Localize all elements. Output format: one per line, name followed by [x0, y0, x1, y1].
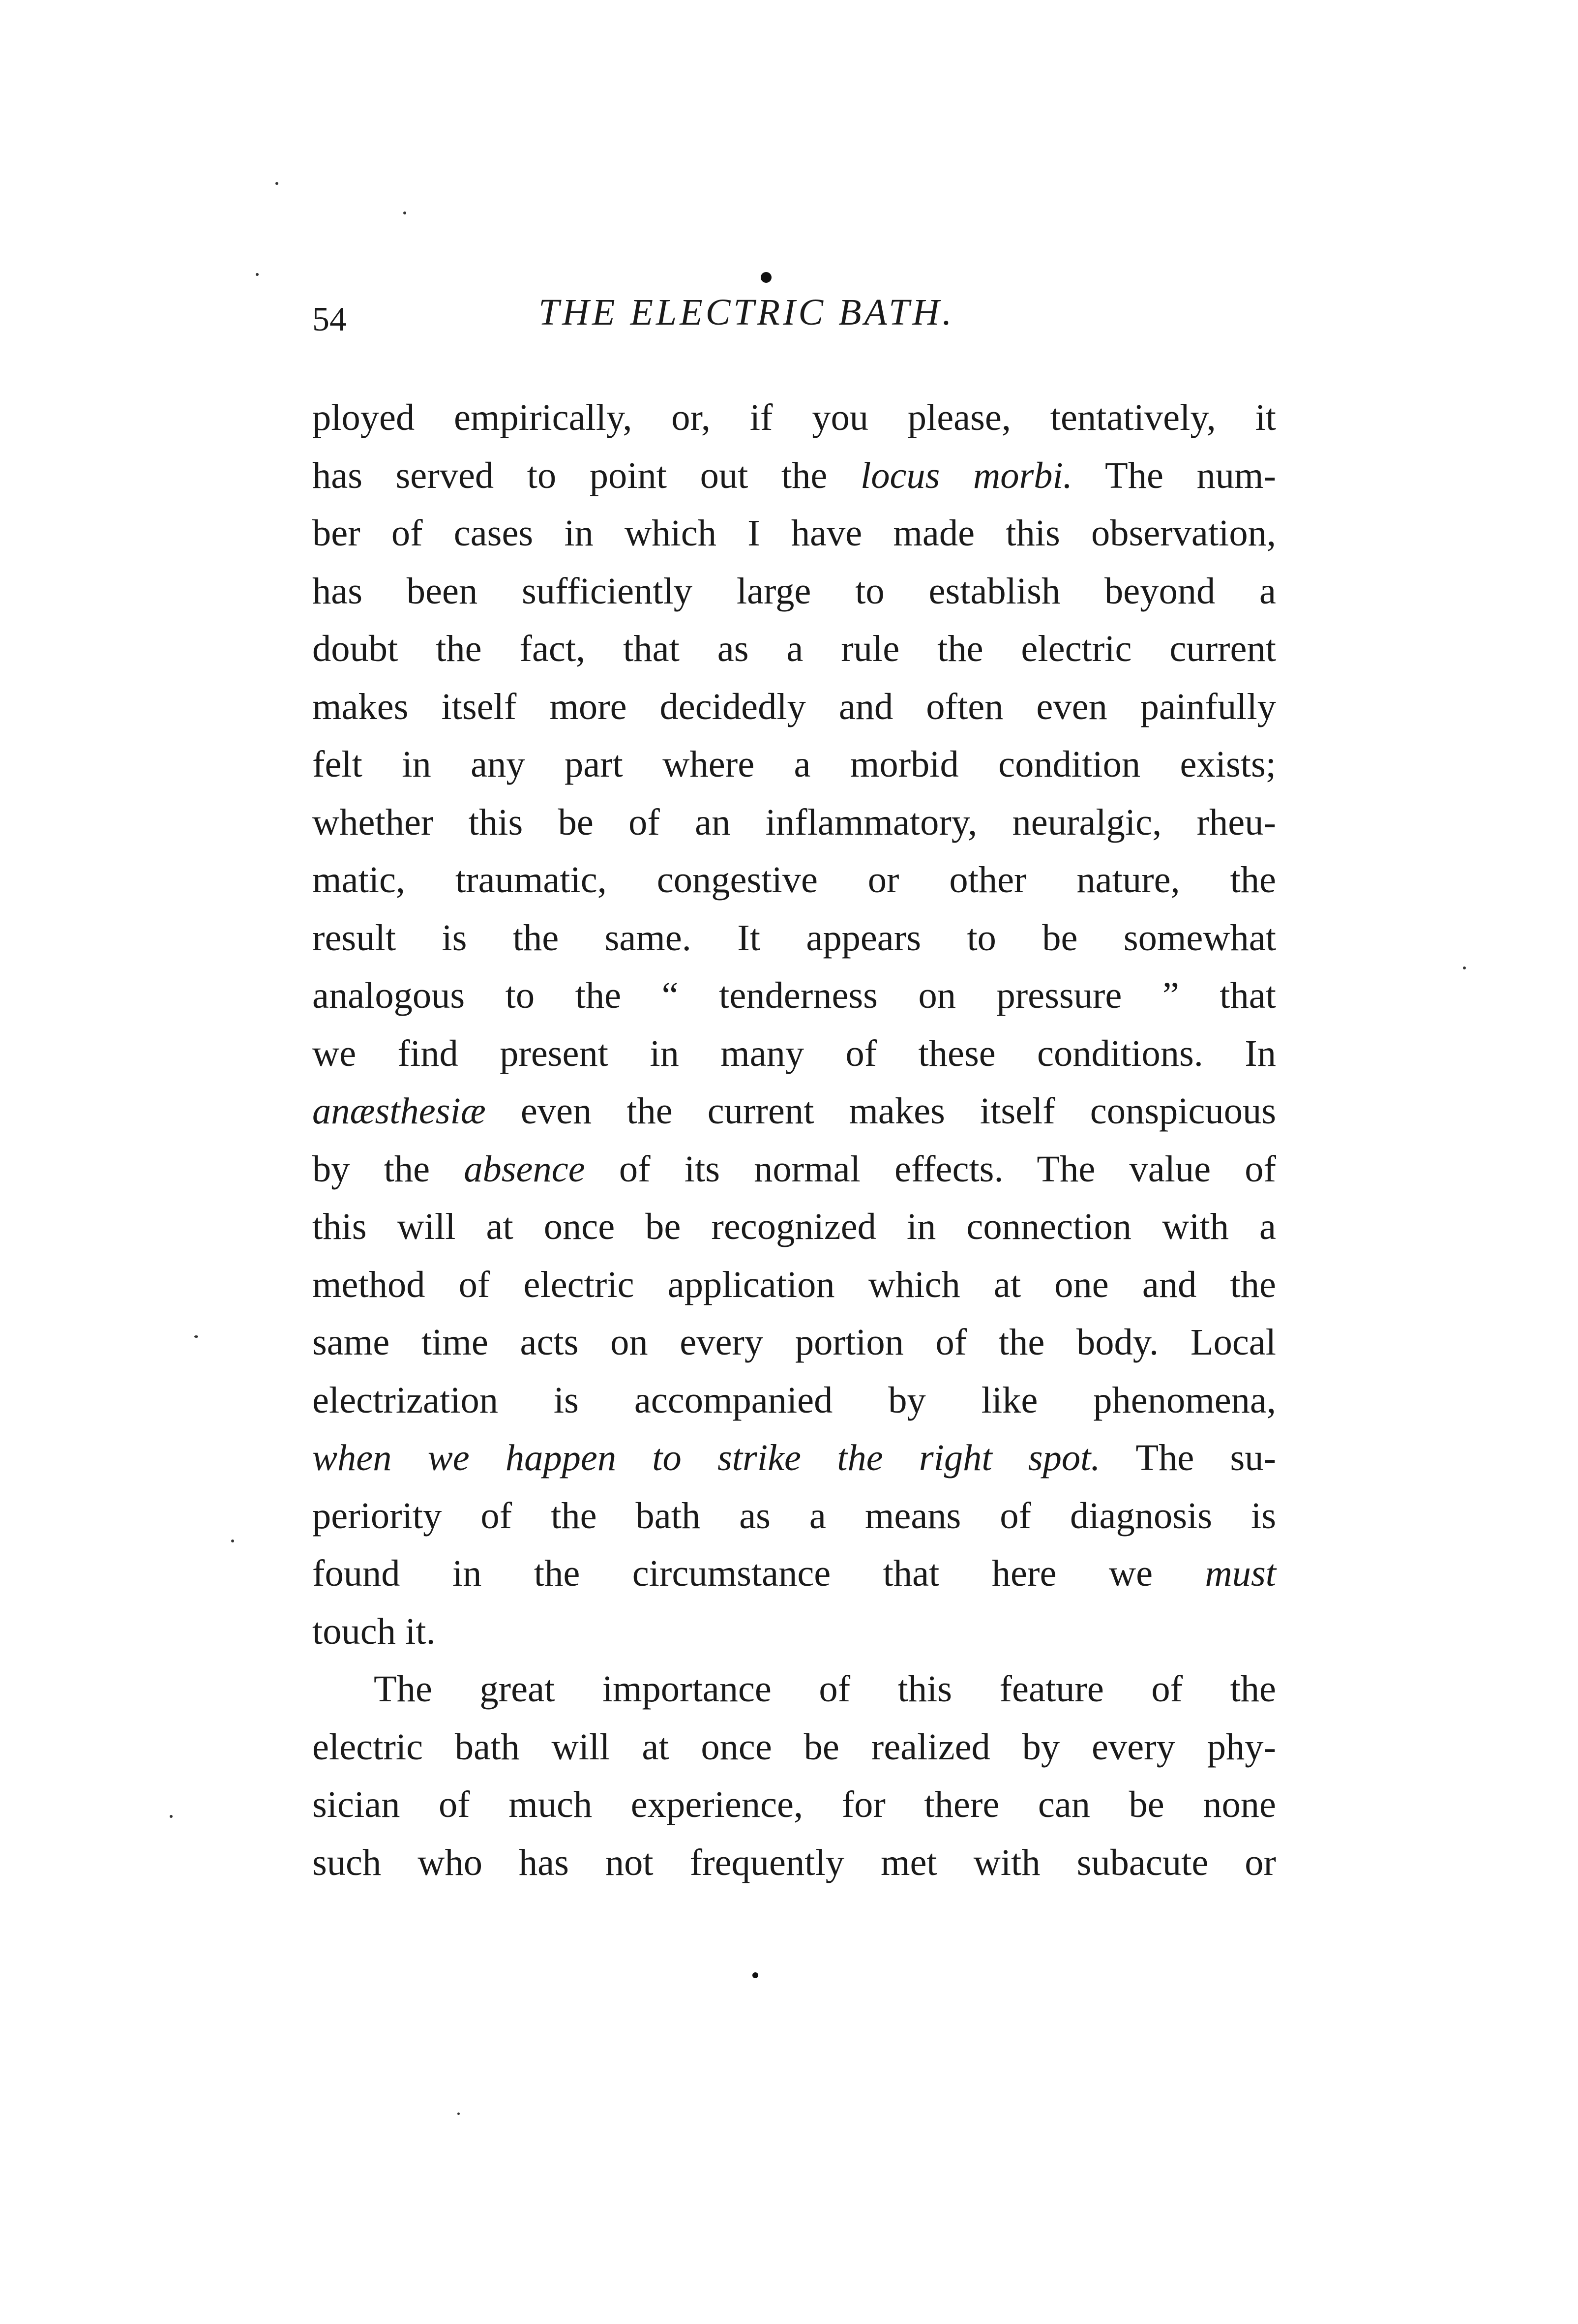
- italic-text: locus morbi.: [860, 454, 1072, 496]
- text-line: [312, 1025, 1276, 1083]
- text-run: this will at once be recognized in connection with a: [312, 1206, 1276, 1247]
- text-run: The su-: [1100, 1437, 1276, 1479]
- text-run: by the: [312, 1147, 464, 1190]
- text-line: [312, 793, 1276, 851]
- text-line: [312, 678, 1276, 736]
- text-run: has been sufficiently large to establish beyond a: [312, 570, 1276, 612]
- italic-text: must: [1205, 1552, 1276, 1594]
- text-line: [312, 851, 1276, 909]
- text-line: [312, 620, 1276, 678]
- scan-speck: [256, 273, 259, 276]
- text-line: [312, 1082, 1276, 1140]
- text-line: [312, 389, 1276, 447]
- text-line: [312, 1140, 1276, 1198]
- text-run: such who has not frequently met with subacute or: [312, 1841, 1276, 1883]
- scan-speck: [403, 211, 406, 214]
- text-run: sician of much experience, for there can be none: [312, 1783, 1276, 1825]
- scan-speck: [275, 182, 278, 185]
- text-line: [312, 1198, 1276, 1256]
- scan-speck: [457, 2113, 460, 2115]
- scan-speck: [752, 1972, 758, 1978]
- text-run: felt in any part where a morbid condition exists;: [312, 743, 1276, 785]
- text-line: [312, 1660, 1276, 1718]
- text-run: we find present in many of these conditions. In: [312, 1032, 1276, 1074]
- text-line: [312, 1834, 1276, 1892]
- text-line: [312, 735, 1276, 793]
- text-run: electric bath will at once be realized by every phy-: [312, 1725, 1276, 1768]
- text-run: The great importance of this feature of the: [374, 1668, 1276, 1710]
- text-run: The num-: [1072, 454, 1277, 496]
- text-run: electrization is accompanied by like phenomena,: [312, 1379, 1276, 1421]
- text-line: [312, 1429, 1276, 1487]
- scan-speck: [170, 1815, 173, 1818]
- text-line: [312, 1602, 1276, 1660]
- scan-speck: [231, 1539, 234, 1542]
- scan-speck: [194, 1335, 198, 1338]
- text-line: [312, 1718, 1276, 1776]
- scan-speck: [761, 272, 772, 283]
- text-line: [312, 909, 1276, 967]
- text-line: [312, 1544, 1276, 1602]
- text-run: doubt the fact, that as a rule the electric current: [312, 628, 1276, 669]
- text-run: result is the same. It appears to be somewhat: [312, 916, 1276, 959]
- text-run: touch it.: [312, 1610, 436, 1652]
- text-run: method of electric application which at one and the: [312, 1263, 1276, 1305]
- italic-text: when we happen to strike the right spot.: [312, 1437, 1101, 1479]
- text-run: ployed empirically, or, if you please, tentatively, it: [312, 396, 1276, 438]
- text-run: whether this be of an inflammatory, neuralgic, rheu-: [312, 801, 1276, 843]
- text-run: analogous to the “ tenderness on pressure ” that: [312, 974, 1276, 1016]
- page-number: 54: [312, 301, 347, 338]
- text-line: [312, 1487, 1276, 1545]
- text-run: has served to point out the: [312, 454, 861, 496]
- text-line: [312, 1313, 1276, 1371]
- text-line: [312, 1256, 1276, 1314]
- text-run: of its normal effects. The value of: [585, 1147, 1276, 1190]
- text-run: makes itself more decidedly and often even painfully: [312, 685, 1276, 727]
- running-head: THE ELECTRIC BATH.: [538, 292, 955, 333]
- text-line: [312, 504, 1276, 562]
- text-line: [312, 1371, 1276, 1429]
- text-line: [312, 447, 1276, 505]
- italic-text: absence: [464, 1147, 585, 1190]
- text-run: same time acts on every portion of the body. Local: [312, 1321, 1276, 1363]
- page-header: [312, 290, 1276, 344]
- text-run: ber of cases in which I have made this observation,: [312, 512, 1276, 554]
- text-line: [312, 1776, 1276, 1834]
- text-line: [312, 562, 1276, 620]
- text-run: found in the circumstance that here we: [312, 1552, 1205, 1594]
- text-line: [312, 966, 1276, 1025]
- italic-text: anæsthesiæ: [312, 1090, 486, 1132]
- body-text: [312, 389, 1276, 1891]
- text-run: matic, traumatic, congestive or other nature, the: [312, 859, 1276, 901]
- scan-speck: [1463, 966, 1466, 969]
- text-run: even the current makes itself conspicuous: [485, 1090, 1276, 1132]
- text-run: periority of the bath as a means of diagnosis is: [312, 1494, 1276, 1537]
